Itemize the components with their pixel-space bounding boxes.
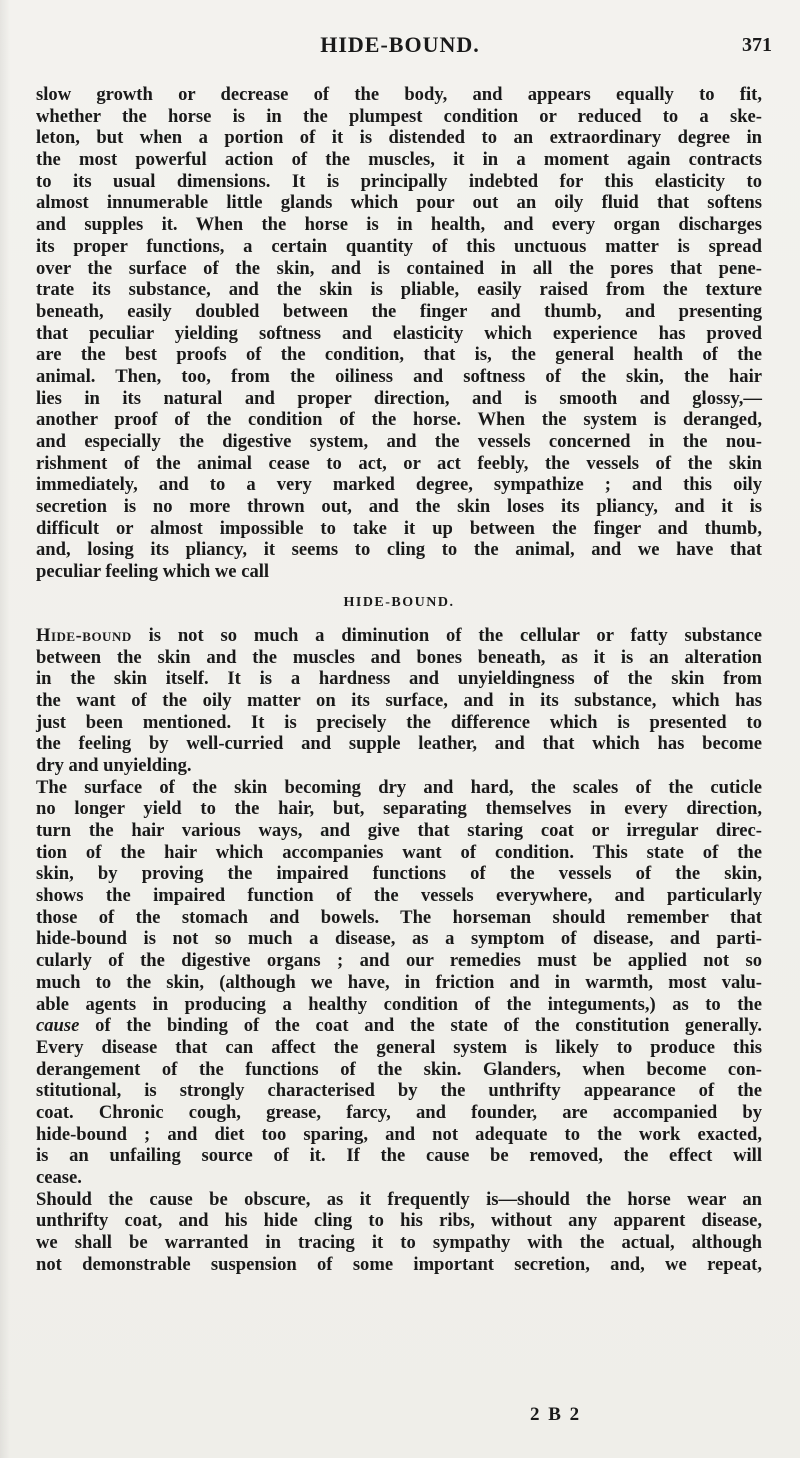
text-line: tion of the hair which accompanies want of condition. This state of the	[36, 841, 762, 863]
text-line: shows the impaired function of the vessels everywhere, and particularly	[36, 885, 762, 907]
text-line: animal. Then, too, from the oiliness and softness of the skin, the hair	[36, 365, 762, 387]
text-line: not demonstrable suspension of some important secretion, and, we repeat,	[36, 1253, 762, 1275]
text-line: leton, but when a portion of it is distended to an extraordinary degree in	[36, 127, 762, 149]
text-line: hide-bound ; and diet too sparing, and not adequate to the work exacted,	[36, 1123, 762, 1145]
text-line: we shall be warranted in tracing it to sympathy with the actual, although	[36, 1232, 762, 1254]
text-line: secretion is no more thrown out, and the skin loses its pliancy, and it is	[36, 496, 762, 518]
text-line	[36, 625, 762, 647]
text-line: the want of the oily matter on its surface, and in its substance, which has	[36, 689, 762, 711]
text-line: hide-bound is not so much a disease, as a symptom of disease, and parti-	[36, 928, 762, 950]
text-line: whether the horse is in the plumpest condition or reduced to a ske-	[36, 105, 762, 127]
signature-mark: 2 B 2	[530, 1404, 582, 1425]
text-line: those of the stomach and bowels. The horseman should remember that	[36, 906, 762, 928]
text-line: the feeling by well-curried and supple leather, and that which has become	[36, 733, 762, 755]
page-gutter-shadow	[0, 0, 10, 1458]
text-line: cularly of the digestive organs ; and our remedies must be applied not so	[36, 950, 762, 972]
text-line: another proof of the condition of the horse. When the system is deranged,	[36, 409, 762, 431]
text-line: its proper functions, a certain quantity of this unctuous matter is spread	[36, 235, 762, 257]
text-line: derangement of the functions of the skin. Glanders, when become con-	[36, 1058, 762, 1080]
section-heading: HIDE-BOUND.	[343, 594, 455, 610]
text-line: skin, by proving the impaired functions of the vessels of the skin,	[36, 863, 762, 885]
text-line: unthrifty coat, and his hide cling to his ribs, without any apparent disease,	[36, 1210, 762, 1232]
text-line: no longer yield to the hair, but, separating themselves in every direction,	[36, 798, 762, 820]
paragraph-4	[36, 1189, 762, 1276]
text-line: immediately, and to a very marked degree, sympathize ; and this oily	[36, 474, 762, 496]
text-line: cease.	[36, 1167, 82, 1188]
text-line: that peculiar yielding softness and elasticity which experience has proved	[36, 322, 762, 344]
text-line: are the best proofs of the condition, that is, the general health of the	[36, 344, 762, 366]
running-title: HIDE-BOUND.	[320, 32, 480, 57]
italic-word: cause	[36, 1015, 80, 1037]
lead-rest: is not so much a diminution of the cellular or fatty substance	[131, 624, 762, 646]
text-line: difficult or almost impossible to take it up between the finger and thumb,	[36, 517, 762, 539]
text-line: Should the cause be obscure, as it frequently is—should the horse wear an	[36, 1188, 762, 1210]
text-line: lies in its natural and proper direction, and is smooth and glossy,—	[36, 387, 762, 409]
body-text	[36, 84, 762, 1275]
text-line: slow growth or decrease of the body, and appears equally to fit,	[36, 84, 762, 105]
paragraph-3	[36, 777, 762, 1189]
text-line: Every disease that can affect the general system is likely to produce this	[36, 1036, 762, 1058]
text-line: able agents in producing a healthy condition of the integuments,) as to the	[36, 993, 762, 1015]
text-line: beneath, easily doubled between the finger and thumb, and presenting	[36, 300, 762, 322]
text-line: coat. Chronic cough, grease, farcy, and founder, are accompanied by	[36, 1101, 762, 1123]
text-line: turn the hair various ways, and give that staring coat or irregular direc-	[36, 820, 762, 841]
text-line: peculiar feeling which we call	[36, 561, 270, 583]
text-line: in the skin itself. It is a hardness and unyieldingness of the skin from	[36, 668, 762, 690]
text-line: is an unfailing source of it. If the cause be removed, the effect will	[36, 1145, 762, 1167]
text-line: stitutional, is strongly characterised by the unthrifty appearance of the	[36, 1080, 762, 1102]
line-rest: of the binding of the coat and the state of the constitution generally.	[79, 1015, 762, 1037]
running-head	[0, 30, 800, 60]
text-line: over the surface of the skin, and is contained in all the pores that pene-	[36, 257, 762, 279]
page-number: 371	[742, 34, 772, 56]
text-line: just been mentioned. It is precisely the difference which is presented to	[36, 711, 762, 733]
text-line: and, losing its pliancy, it seems to cling to the animal, and we have that	[36, 539, 762, 561]
text-line: to its usual dimensions. It is principally indebted for this elasticity to	[36, 170, 762, 192]
text-line: almost innumerable little glands which pour out an oily fluid that softens	[36, 192, 762, 214]
text-line: between the skin and the muscles and bones beneath, as it is an alteration	[36, 646, 762, 668]
lead-word: Hide-bound	[36, 624, 132, 646]
text-line: the most powerful action of the muscles, it in a moment again contracts	[36, 149, 762, 171]
text-line: The surface of the skin becoming dry and hard, the scales of the cuticle	[36, 776, 762, 798]
text-line: rishment of the animal cease to act, or act feebly, the vessels of the skin	[36, 452, 762, 474]
text-line	[36, 1015, 762, 1037]
paragraph-2	[36, 625, 762, 777]
text-line: and especially the digestive system, and the vessels concerned in the nou-	[36, 431, 762, 452]
text-line: dry and unyielding.	[36, 754, 192, 776]
text-line: and supples it. When the horse is in health, and every organ discharges	[36, 214, 762, 236]
paragraph-1	[36, 84, 762, 583]
text-line: much to the skin, (although we have, in friction and in warmth, most valu-	[36, 971, 762, 993]
text-line: trate its substance, and the skin is pliable, easily raised from the texture	[36, 279, 762, 301]
